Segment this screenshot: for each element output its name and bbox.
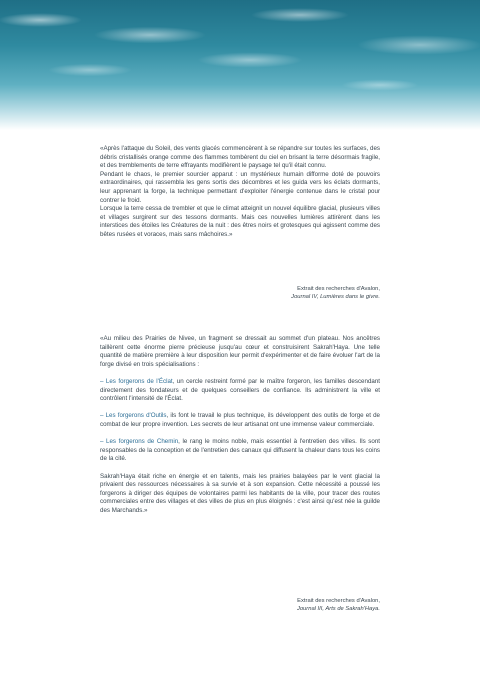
quote-block-2	[100, 335, 380, 515]
water-surface-banner	[0, 0, 480, 130]
citation-work: Journal IV, Lumières dans le givre.	[291, 294, 380, 300]
paragraph-outro: Sakrah'Haya était riche en énergie et en talents, mais les prairies balayées par le vent glacial la privaient des ressources nécessaires à sa survie et à son expansion. Cette nécessité a poussé les forgerons à diriger des équipes de volontaires parmi les habitants de la ville, pour tracer des routes commerciales entre des villages et des villes de plus en plus éloignés : c'est ainsi qu'est née la guilde des Marchands.»	[100, 472, 380, 514]
citation-line: Extrait des recherches d'Avalon,	[297, 598, 380, 604]
paragraph-intro: «Au milieu des Prairies de Nivee, un fragment se dressait au sommet d'un plateau. Nos ancêtres taillèrent cette énorme pierre précieuse jusqu'au cœur et construisirent Sakrah'Haya. Une telle quantité de matière première à leur disposition leur permit d'expérimenter et de faire évoluer l'art de la forge divisé en trois spécialisations :	[100, 335, 380, 368]
citation-1	[100, 285, 380, 301]
list-item-term: – Les forgerons de l'Éclat	[100, 377, 173, 385]
list-item-text: , un cercle restreint formé par le maître forgeron, les familles descendant directement des fondateurs et de quelques conseillers de confiance. Ils administrent la ville et contrôlent l'intensité de l'Éclat.	[100, 377, 380, 403]
list-item-term: – Les forgerons d'Outils	[100, 412, 167, 420]
paragraph: Lorsque la terre cessa de trembler et que le climat atteignit un nouvel équilibre glacial, plusieurs villes et villages surgirent sur des tessons dormants. Mais ces nouvelles lumières attirèrent dans les interstices des étoiles les Créatures de la nuit : des êtres noirs et grotesques qui agissent comme des bêtes rusées et voraces, mais sans mâchoires.»	[100, 205, 380, 238]
paragraph: «Après l'attaque du Soleil, des vents glacés commencèrent à se répandre sur toutes les surfaces, des débris cristallisés orange comme des flammes tombèrent du ciel en brisant la terre désormais fragile, et des tremblements de terre effrayants modifièrent le paysage tel qu'il était connu.	[100, 145, 380, 170]
quote-block-1	[100, 145, 380, 240]
citation-work: Journal III, Arts de Sakrah'Haya.	[296, 606, 380, 612]
list-item	[100, 378, 380, 404]
list-item	[100, 412, 380, 429]
list-item-text: , le rang le moins noble, mais essentiel à l'entretien des villes. Ils sont responsables de la conception et de l'entretien des canaux qui diffusent la chaleur dans tous les coins de la cité.	[100, 438, 380, 463]
list-item-text: , ils font le travail le plus technique, ils développent des outils de forge et de combat de leur propre invention. Les secrets de leur artisanat ont une immense valeur commerciale.	[100, 412, 380, 428]
list-item	[100, 438, 380, 464]
list-item-term: – Les forgerons de Chemin	[100, 438, 179, 446]
paragraph: Pendant le chaos, le premier sourcier apparut : un mystérieux humain difforme doté de pouvoirs extraordinaires, qui rassembla les gens sortis des décombres et les guida vers les éclats dormants, leur apprenant la forge, la technique permettant d'exploiter l'énergie contenue dans le cristal pour contrer le froid.	[100, 170, 380, 204]
citation-2	[100, 597, 380, 613]
citation-line: Extrait des recherches d'Avalon,	[297, 286, 380, 292]
